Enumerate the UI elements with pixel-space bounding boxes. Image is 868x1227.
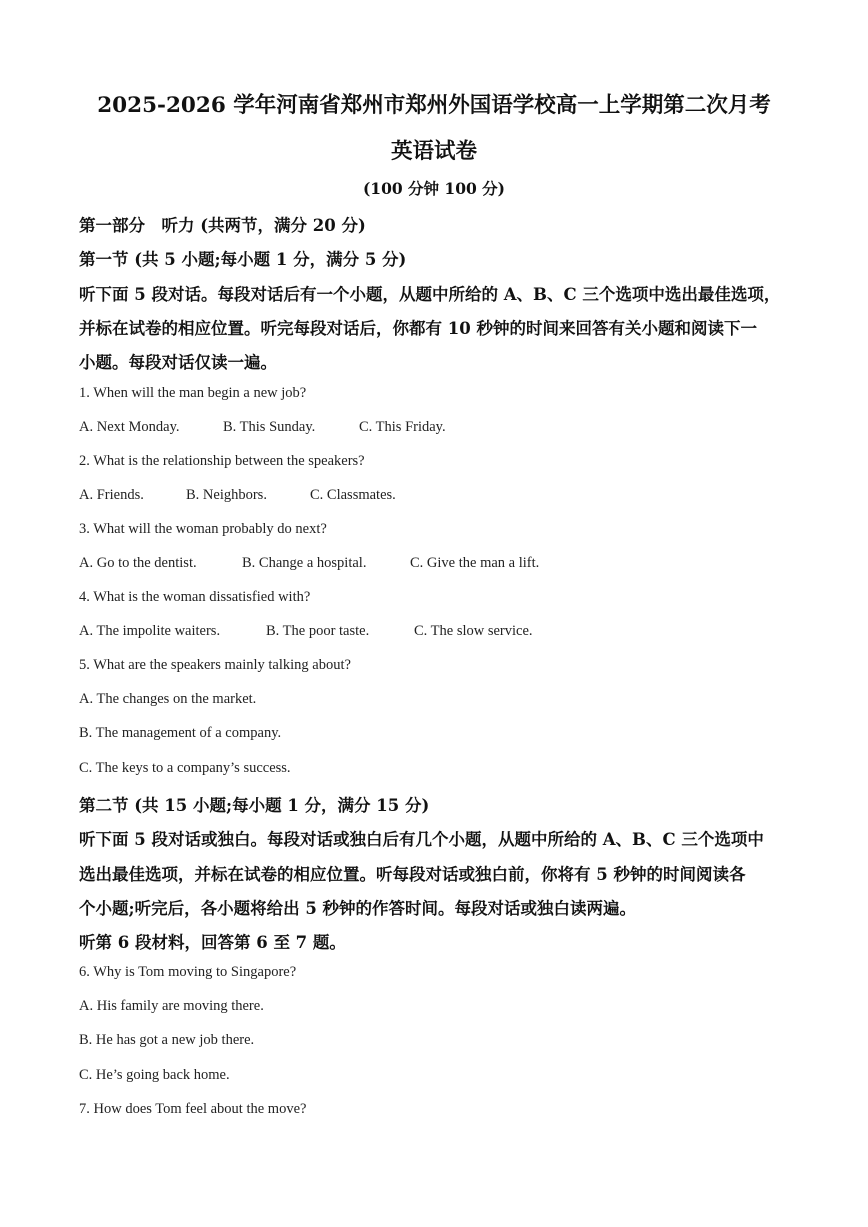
exam-title-line2: 英语试卷 xyxy=(390,139,477,164)
section2-heading: 第二节 (共 15 小题;每小题 1 分，满分 15 分) xyxy=(79,796,430,815)
option-c: C. This Friday. xyxy=(359,419,446,435)
option-a: A. Go to the dentist. xyxy=(79,555,197,571)
section1-instruction-line: 听下面 5 段对话。每段对话后有一个小题，从题中所给的 A、B、C 三个选项中选出最佳选项， xyxy=(79,285,781,304)
section1-instruction-line: 小题。每段对话仅读一遍。 xyxy=(79,353,277,372)
question-3: 3. What will the woman probably do next? xyxy=(79,521,327,537)
option-c: C. Classmates. xyxy=(310,487,396,503)
section2-instruction-line: 选出最佳选项，并标在试卷的相应位置。听每段对话或独白前，你将有 5 秒钟的时间阅读各 xyxy=(79,865,746,884)
section2-instruction-line: 听下面 5 段对话或独白。每段对话或独白后有几个小题，从题中所给的 A、B、C 三个选项中 xyxy=(79,830,764,849)
question-4: 4. What is the woman dissatisfied with? xyxy=(79,589,311,605)
option-a: A. Next Monday. xyxy=(79,419,180,435)
section2-instruction-line: 个小题;听完后，各小题将给出 5 秒钟的作答时间。每段对话或独白读两遍。 xyxy=(79,899,637,918)
question-5-option-c: C. The keys to a company’s success. xyxy=(79,760,291,776)
question-6-option-b: B. He has got a new job there. xyxy=(79,1032,255,1048)
question-1: 1. When will the man begin a new job? xyxy=(79,385,307,401)
question-2: 2. What is the relationship between the speakers? xyxy=(79,453,365,469)
section1-instruction-line: 并标在试卷的相应位置。听完每段对话后，你都有 10 秒钟的时间来回答有关小题和阅读下一 xyxy=(79,319,757,338)
option-a: A. The impolite waiters. xyxy=(79,623,221,639)
material-note: 听第 6 段材料，回答第 6 至 7 题。 xyxy=(79,933,346,952)
exam-title-line1: 2025-2026 学年河南省郑州市郑州外国语学校高一上学期第二次月考 xyxy=(97,93,771,118)
question-6-option-a: A. His family are moving there. xyxy=(79,998,264,1014)
question-6-option-c: C. He’s going back home. xyxy=(79,1067,230,1083)
option-b: B. This Sunday. xyxy=(223,419,316,435)
exam-time-score: (100 分钟 100 分) xyxy=(362,179,506,198)
part1-heading: 第一部分 听力 (共两节，满分 20 分) xyxy=(79,216,366,235)
question-5-option-b: B. The management of a company. xyxy=(79,725,282,741)
option-a: A. Friends. xyxy=(79,487,144,503)
option-c: C. Give the man a lift. xyxy=(410,555,540,571)
question-7: 7. How does Tom feel about the move? xyxy=(79,1101,307,1117)
question-6: 6. Why is Tom moving to Singapore? xyxy=(79,964,297,980)
question-5-option-a: A. The changes on the market. xyxy=(79,691,257,707)
option-b: B. Neighbors. xyxy=(186,487,267,503)
option-b: B. The poor taste. xyxy=(266,623,370,639)
option-c: C. The slow service. xyxy=(414,623,533,639)
question-5: 5. What are the speakers mainly talking about? xyxy=(79,657,351,673)
option-b: B. Change a hospital. xyxy=(242,555,367,571)
section1-heading: 第一节 (共 5 小题;每小题 1 分，满分 5 分) xyxy=(79,250,407,269)
